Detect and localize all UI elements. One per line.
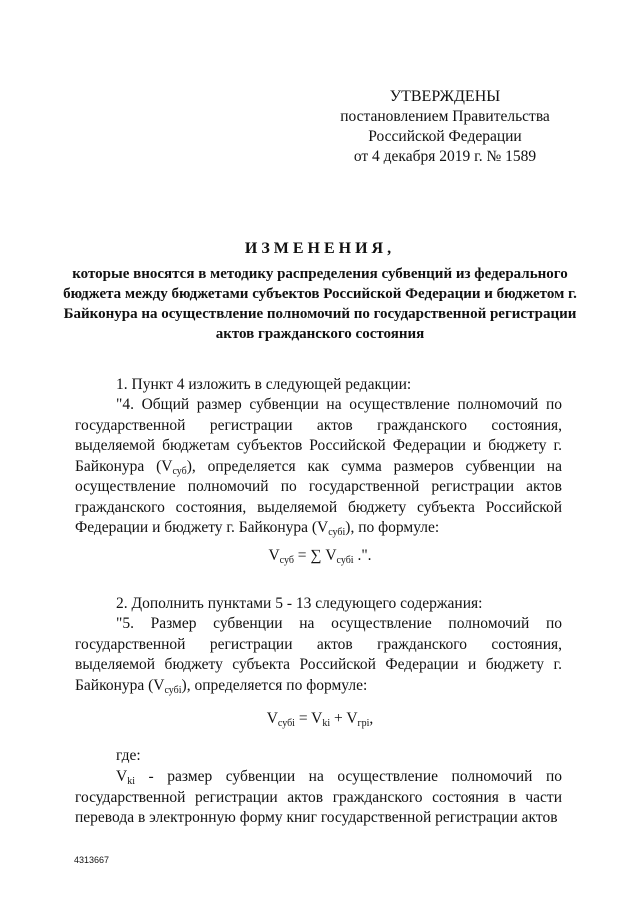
item-1-sub-b: субi [328, 527, 346, 538]
formula-1-lhs-sub: суб [279, 555, 294, 566]
definition-symbol-sub: ki [127, 776, 135, 787]
formula-1-end: .". [353, 547, 372, 564]
item-2-intro: 2. Дополнить пунктами 5 - 13 следующего содержания: [116, 595, 483, 612]
formula-1 [60, 547, 580, 565]
item-1-text-b: ), определяется как сумма размеров субвенции на осуществление полномочий по государственной регистрации актов гражданского состояния, выделяемой бюджету субъекта Российской Федерации и бюджету г. Байконура (V [75, 457, 562, 536]
approval-line-1: постановлением Правительства [340, 108, 550, 125]
approval-line-3: от 4 декабря 2019 г. № 1589 [353, 148, 537, 165]
formula-1-lhs: V [268, 547, 280, 564]
definition-text: - размер субвенции на осуществление полномочий по государственной регистрации актов гражданского состояния в части перевода в электронную форму книг государственной регистрации актов [75, 768, 562, 826]
item-1-sub-a: суб [172, 465, 187, 477]
item-2-text [75, 614, 562, 696]
formula-2 [60, 710, 580, 728]
approval-line-2: Российской Федерации [368, 128, 522, 145]
formula-2-end: , [369, 710, 374, 727]
formula-2-lhs-sub: субi [277, 718, 295, 729]
formula-1-eq: = ∑ V [293, 547, 337, 564]
item-1-text [75, 395, 562, 539]
item-2-text-a: "5. Размер субвенции на осуществление полномочий по государственной регистрации актов гражданского состояния, выделяемой бюджету субъекта Российской Федерации и бюджету г. Байконура (V [75, 615, 562, 694]
item-2-sub-a: субi [164, 684, 182, 696]
formula-2-lhs: V [266, 710, 278, 727]
formula-2-plus: + V [330, 710, 358, 727]
formula-1-rhs-sub: субi [336, 555, 354, 566]
document-subtitle: которые вносятся в методику распределения субвенций из федерального бюджета между бюджетами субъектов Российской Федерации и бюджетом г. Байконура на осуществление полномочий по государственной регистрации актов гражданского состояния [63, 266, 577, 342]
document-title: ИЗМЕНЕНИЯ, [244, 240, 396, 257]
definition-vki [75, 767, 562, 829]
item-2-text-b: ), определяется по формуле: [181, 676, 368, 694]
formula-2-mid: = V [294, 710, 323, 727]
formula-2-rhs-sub: гpi [357, 718, 370, 729]
item-1-text-a: "4. Общий размер субвенции на осуществление полномочий по государственной регистрации актов гражданского состояния, выделяемой бюджетам субъектов Российской Федерации и бюджету г. Байконура (V [75, 396, 562, 475]
approval-heading: УТВЕРЖДЕНЫ [389, 88, 501, 105]
approval-block [330, 87, 560, 167]
definition-symbol: V [116, 768, 128, 785]
item-1-intro: 1. Пункт 4 изложить в следующей редакции: [116, 376, 412, 393]
formula-2-mid-sub: ki [322, 718, 331, 729]
document-number: 4313667 [74, 855, 110, 865]
where-label: где: [116, 747, 141, 764]
item-1-text-c: ), по формуле: [345, 519, 440, 536]
